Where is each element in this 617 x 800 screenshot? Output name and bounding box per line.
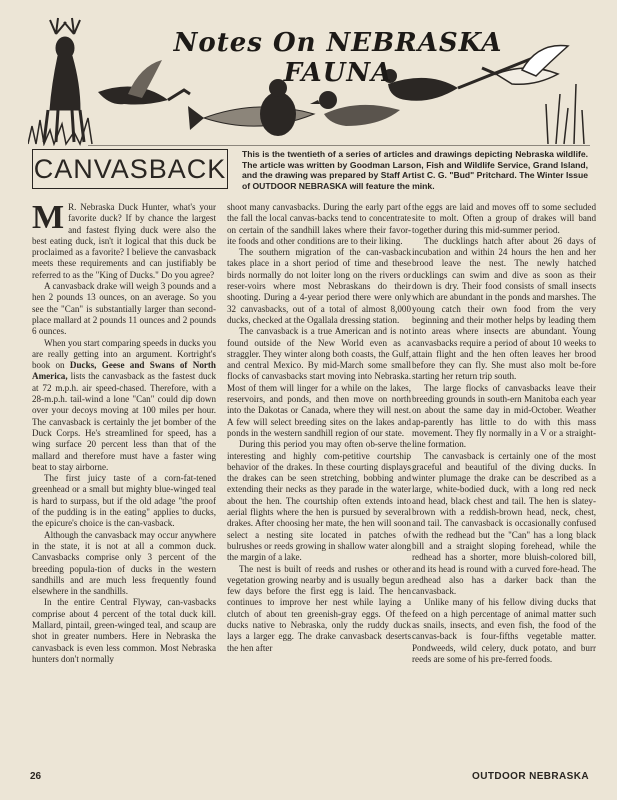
drop-cap: M [32, 202, 65, 236]
article-intro: This is the twentieth of a series of articles and drawings depicting Nebraska wildlife. The article was written by Goodman Larson, Fish and Wildlife Service, Grand Island, and the drawing was prepared by Staff Artist C. G. "Bud" Pritchard. The Winter Issue of OUTDOOR NEBRASKA will feature the mink. [242, 149, 588, 191]
paragraph: During this period you may often ob-serve the interesting and highly com-petitive courtship behavior of the drakes. In these courting displays the drakes can be seen stretching, bobbing and extending their necks as they parade in the water about the hen. The courtship often extends into aerial flights where the hen is pursued by several drakes. After choosing her mate, the hen will soon select a nesting site located in patches of bulrushes or reeds growing in shallow water along the margin of a lake. [227, 439, 411, 563]
text-column-1 [32, 202, 216, 772]
paragraph: The ducklings hatch after about 26 days of incubation and within 24 hours the hen and her brood leave the nest. The newly hatched ducklings can swim and dive as soon as their down is dry. Their food consists of small insects which are abundant in the ponds and marshes. The young catch their own food from the very beginning and their mother helps by leading them into areas where insects are abundant. Young canvasbacks require a period of about 10 weeks to attain flight and the hen often leaves her brood before they can fly. She must also molt be-fore starting her return trip south. [412, 235, 596, 382]
paragraph: In the entire Central Flyway, can-vasbacks comprise about 4 percent of the total duck kill. Mallard, pintail, green-winged teal, and scaup are shot in greater numbers. Here in Nebraska the canvasback is even less common. Most Nebraska hunters don't normally [32, 597, 216, 664]
paragraph: the eggs are laid and moves off to some secluded site to molt. Often a group of drakes will band together during this mid-summer period. [412, 202, 596, 235]
paragraph: The canvasback is certainly one of the most graceful and beautiful of the diving ducks. In winter plumage the drake can be described as a large, white-bodied duck, with a long red neck and head, black chest and tail. The hen is slatey-brown with a reddish-brown head, neck, chest, and tail. The canvasback is occasionally confused with the redhead but the "Can" has a long black bill and a straight sloping forehead, while the redhead has a shorter, more bluish-colored bill, and its head is round with a curved fore-head. The redhead also has a darker back than the canvasback. [412, 450, 596, 597]
paragraph: Although the canvasback may occur anywhere in the state, it is not at all a common duck. Canvasbacks comprise only 3 percent of the breeding popula-tion of ducks in the western sandhills and are much less frequently found elsewhere in the sandhills. [32, 529, 216, 597]
paragraph: When you start comparing speeds in ducks you are really getting into an argument. Kortright's book on Ducks, Geese and Swans of North America, lists the canvasback as the fastest duck at 72 m.p.h. air speed-chased. Therefore, with a 28-m.p.h. tail-wind a lone "Can" could dip down over your decoys moving at 100 miles per hour. The canvasback is certainly the jet bomber of the Duck Corps. He's streamlined for speed, has a wing surface 20 percent less than that of the mallard and therefore must have a faster wing beat to stay airborne. [32, 337, 216, 472]
paragraph: shoot many canvasbacks. During the early part of the fall the local canvas-backs tend to concentrate on certain of the sandhill lakes where their favor-ite foods and other conditions are to their liking. [227, 202, 411, 246]
publication-name: OUTDOOR NEBRASKA [472, 771, 589, 782]
paragraph: M R. Nebraska Duck Hunter, what's your favorite duck? If by chance the largest and fastest flying duck were also the best eating duck, isn't it logical that this duck be proclaimed as a favorite? I believe the canvasback meets these requirements and can justifiably be referred to as the "King of Ducks." Do you agree? [32, 202, 216, 280]
banner-title: Notes On NEBRASKA FAUNA [173, 28, 503, 88]
paragraph: The southern migration of the can-vasback takes place in a short period of time and these birds normally do not loiter long on the rivers or reser-voirs where most Nebraskans do their shooting. During a 4-year period there were only 32 canvasbacks, out of a total of almost 8,000 ducks, checked at the Ogallala dressing station. [227, 247, 411, 325]
book-title: Ducks, Geese and Swans of North America, [32, 360, 216, 382]
text-column-2 [227, 202, 411, 772]
paragraph: The large flocks of canvasbacks leave their breeding grounds in south-ern Manitoba each year on about the same day in mid-October. Weather ap-parently has little to do with this mass movement. They fly normally in a V or a straight-line formation. [412, 382, 596, 450]
paragraph: The first juicy taste of a corn-fat-tened greenhead or a small but mighty blue-winged teal is hard to surpass, but if the old adage "the proof of the pudding is in the eating" applies to ducks, the epicure's choice is the can-vasback. [32, 473, 216, 529]
deer-drawing [44, 18, 84, 142]
page-number: 26 [30, 771, 42, 782]
text-column-3 [412, 202, 596, 772]
paragraph: The nest is built of reeds and rushes or other vegetation growing nearby and is usually begun a few days before the first egg is laid. The hen continues to improve her nest while laying a clutch of about ten greenish-gray eggs. Of the ducks native to Nebraska, only the ruddy duck lays a larger egg. The drake canvasback deserts the hen after [227, 563, 411, 653]
duck-drawing [310, 91, 400, 126]
paragraph: A canvasback drake will weigh 3 pounds and a hen 2 pounds 13 ounces, on an average. So you see the "Can" is substantially larger than second-place mallard at 2 pounds 11 ounces and 2 pounds 6 ounces. [32, 281, 216, 337]
paragraph: Unlike many of his fellow diving ducks that feed on a high percentage of animal matter such as snails, insects, and even fish, the food of the canvas-back is four-fifths vegetable matter. Pondweeds, wild celery, duck potato, and burr reeds are some of his pre-ferred foods. [412, 597, 596, 664]
paragraph: The canvasback is a true American and is not found outside of the New World even as a straggler. They winter along both coasts, the Gulf, and central Mexico. By mid-March some small flocks of canvasbacks start moving into Nebraska. Most of them will linger for a while on the lakes, reservoirs, and ponds, and then move on north into the Dakotas or Canada, where they will nest. A few will select breeding sites on the lakes and ponds in the western sandhill region of our state. [227, 326, 411, 438]
article-title: CANVASBACK [32, 149, 228, 189]
header-banner [28, 14, 590, 146]
